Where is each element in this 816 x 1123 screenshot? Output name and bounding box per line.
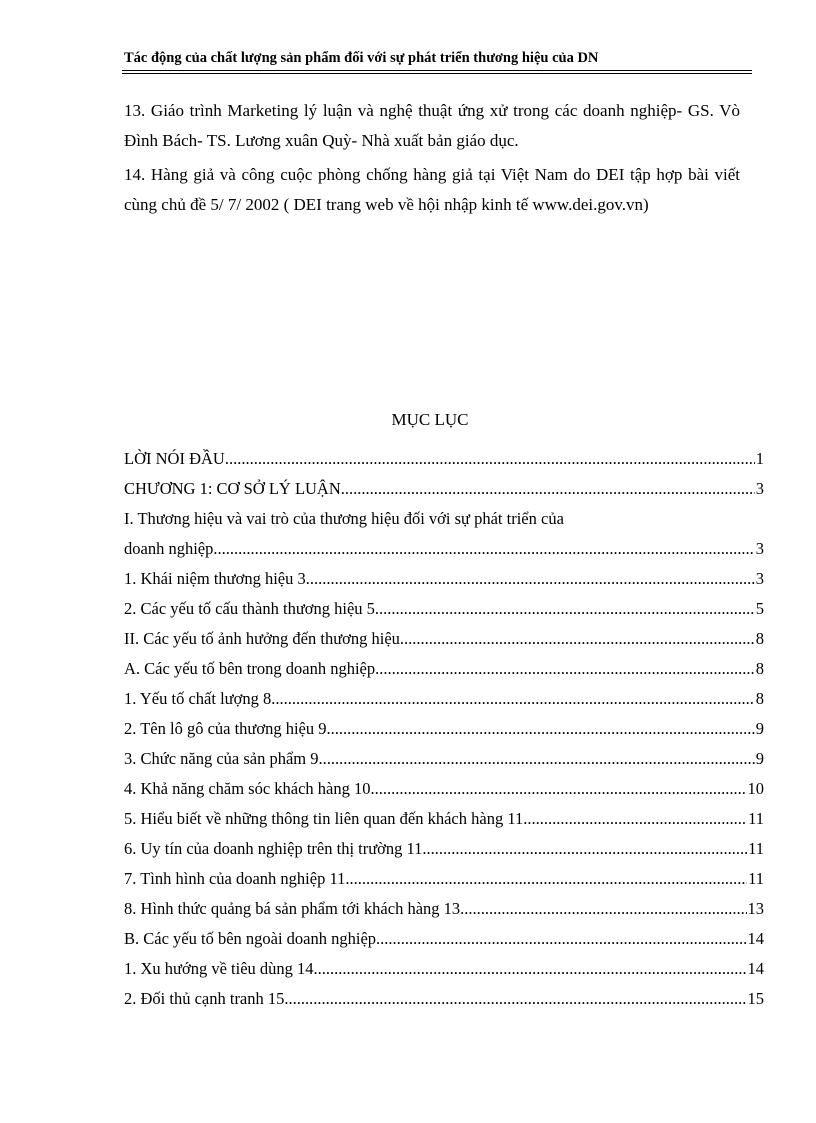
toc-entry[interactable]: [124, 744, 764, 774]
toc-page-number: 11: [748, 869, 764, 888]
toc-entry-text: LỜI NÓI ĐẦU: [124, 449, 225, 468]
toc-entry-text-line1[interactable]: I. Thương hiệu và vai trò của thương hiệu đối với sự phát triển của: [124, 509, 564, 528]
toc-entry-text: 2. Các yếu tố cấu thành thương hiệu 5: [124, 599, 375, 618]
references-list: [124, 96, 740, 224]
toc-leader: [306, 564, 755, 594]
toc-entry[interactable]: [124, 804, 764, 834]
toc-leader: [225, 444, 755, 474]
toc-leader: [213, 534, 754, 564]
toc-title: MỤC LỤC: [391, 410, 469, 429]
toc-entry-text: 1. Khái niệm thương hiệu 3: [124, 569, 306, 588]
toc-entry-text: II. Các yếu tố ảnh hưởng đến thương hiệu: [124, 629, 400, 648]
toc-entry[interactable]: [124, 594, 764, 624]
toc-leader: [371, 774, 747, 804]
toc-leader: [400, 624, 755, 654]
header-rule: [122, 70, 752, 74]
toc-page-number: 5: [755, 599, 764, 618]
toc-page-number: 9: [755, 749, 764, 768]
toc-entry[interactable]: [124, 894, 764, 924]
toc-entry-text: 2. Tên lô gô của thương hiệu 9: [124, 719, 327, 738]
reference-item: 14. Hàng giả và công cuộc phòng chống hàng giả tại Việt Nam do DEI tập hợp bài viết cùng chủ đề 5/ 7/ 2002 ( DEI trang web về hội nhập kinh tế www.dei.gov.vn): [124, 165, 740, 214]
toc-entry[interactable]: [124, 684, 764, 714]
toc-page-number: 15: [747, 989, 764, 1008]
toc-page-number: 10: [747, 779, 764, 798]
toc-page-number: 8: [755, 689, 764, 708]
toc-entry-text: 5. Hiểu biết về những thông tin liên quan đến khách hàng 11: [124, 809, 524, 828]
toc-page-number: 13: [747, 899, 764, 918]
toc-leader: [319, 744, 755, 774]
toc-entry[interactable]: [124, 534, 764, 564]
toc-leader: [523, 804, 747, 834]
toc-leader: [460, 894, 746, 924]
toc-entry[interactable]: [124, 474, 764, 504]
table-of-contents: [124, 444, 764, 1014]
toc-leader: [422, 834, 747, 864]
toc-entry-text: 4. Khả năng chăm sóc khách hàng 10: [124, 779, 371, 798]
toc-leader: [375, 654, 755, 684]
toc-page-number: 8: [755, 659, 764, 678]
toc-entry[interactable]: [124, 624, 764, 654]
toc-entry-text: 1. Xu hướng về tiêu dùng 14: [124, 959, 314, 978]
toc-entry-text: 2. Đối thủ cạnh tranh 15: [124, 989, 285, 1008]
toc-entry-text: 3. Chức năng của sản phẩm 9: [124, 749, 319, 768]
toc-page-number: 3: [755, 569, 764, 588]
toc-leader: [376, 924, 746, 954]
toc-entry[interactable]: [124, 714, 764, 744]
toc-entry[interactable]: [124, 984, 764, 1014]
toc-page-number: 14: [747, 929, 764, 948]
toc-entry[interactable]: [124, 954, 764, 984]
toc-entry-text: 8. Hình thức quảng bá sản phẩm tới khách hàng 13: [124, 899, 461, 918]
toc-page-number: 9: [755, 719, 764, 738]
toc-entry[interactable]: [124, 924, 764, 954]
toc-entry[interactable]: [124, 564, 764, 594]
toc-leader: [284, 984, 746, 1014]
toc-entry-text: 1. Yếu tố chất lượng 8: [124, 689, 272, 708]
toc-entry-text: doanh nghiệp: [124, 539, 214, 558]
toc-page-number: 11: [748, 839, 764, 858]
toc-entry[interactable]: [124, 444, 764, 474]
toc-page-number: 8: [755, 629, 764, 648]
toc-entry-text: A. Các yếu tố bên trong doanh nghiệp: [124, 659, 376, 678]
toc-entry-text: B. Các yếu tố bên ngoài doanh nghiệp: [124, 929, 377, 948]
toc-page-number: 14: [747, 959, 764, 978]
toc-entry-text: CHƯƠNG 1: CƠ SỞ LÝ LUẬN: [124, 479, 341, 498]
toc-entry-text: 7. Tình hình của doanh nghiệp 11: [124, 869, 346, 888]
toc-page-number: 1: [755, 449, 764, 468]
toc-entry[interactable]: [124, 834, 764, 864]
toc-entry[interactable]: [124, 654, 764, 684]
toc-leader: [271, 684, 755, 714]
toc-page-number: 3: [755, 539, 764, 558]
toc-leader: [314, 954, 747, 984]
toc-entry[interactable]: [124, 774, 764, 804]
toc-entry[interactable]: [124, 864, 764, 894]
toc-leader: [375, 594, 755, 624]
toc-entry-text: 6. Uy tín của doanh nghiệp trên thị trường 11: [124, 839, 423, 858]
toc-leader: [345, 864, 747, 894]
toc-leader: [341, 474, 755, 504]
toc-page-number: 11: [748, 809, 764, 828]
toc-leader: [327, 714, 755, 744]
toc-page-number: 3: [755, 479, 764, 498]
reference-item: 13. Giáo trình Marketing lý luận và nghệ thuật ứng xử trong các doanh nghiệp- GS. Vò Đình Bách- TS. Lương xuân Quỳ- Nhà xuất bản giáo dục.: [124, 101, 740, 150]
running-header: Tác động của chất lượng sản phẩm đối với sự phát triển thương hiệu của DN: [124, 50, 599, 66]
